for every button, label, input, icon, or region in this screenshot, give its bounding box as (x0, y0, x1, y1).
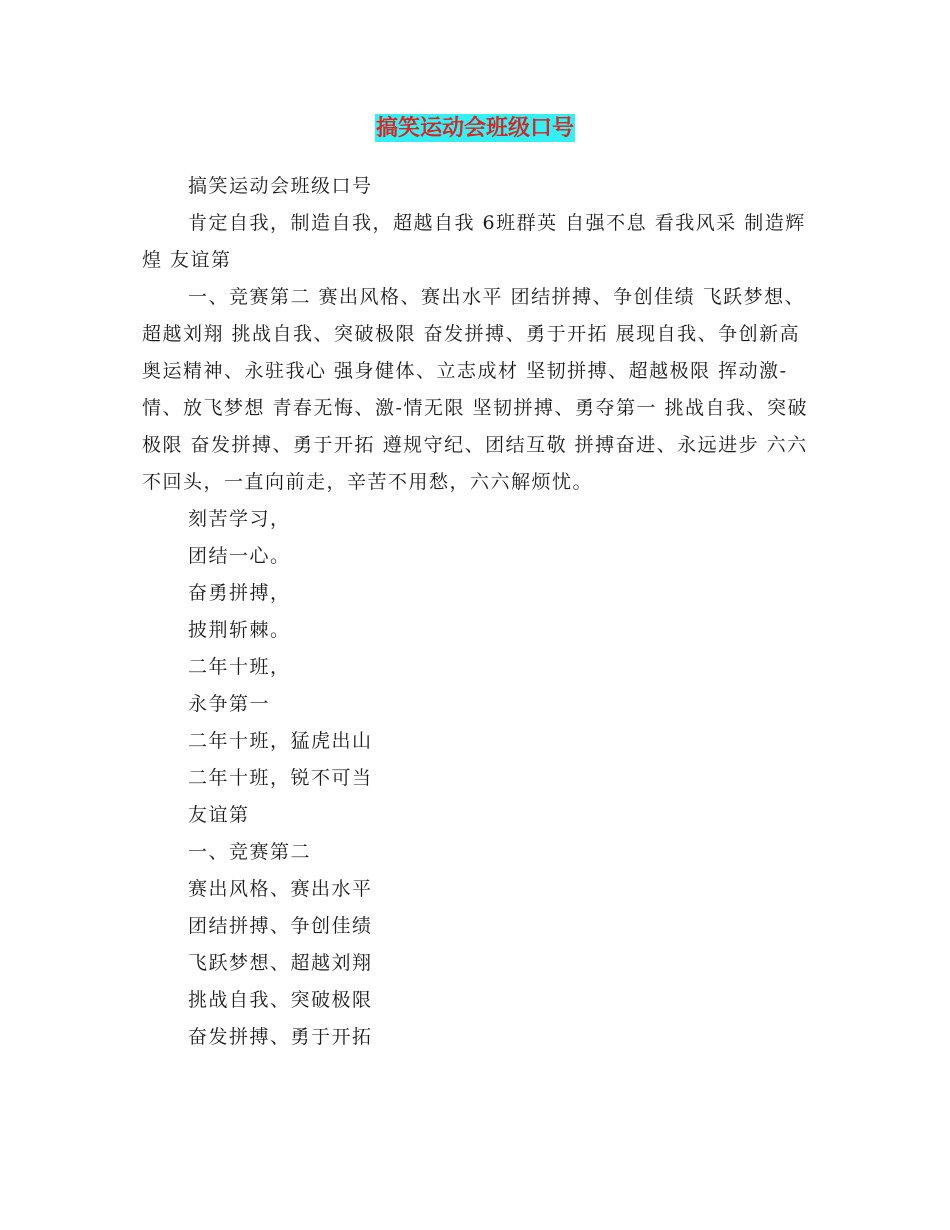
slogan-line: 奋发拼搏、勇于开拓 (188, 1026, 373, 1048)
slogan-line: 披荆斩棘。 (188, 619, 291, 641)
document-title: 搞笑运动会班级口号 (375, 115, 574, 141)
slogan-line: 二年十班，猛虎出山 (188, 730, 373, 752)
slogan-line: 团结拼搏、争创佳绩 (188, 915, 373, 937)
slogan-line: 友谊第 (188, 804, 250, 826)
slogan-line: 二年十班，锐不可当 (188, 767, 373, 789)
slogan-line: 永争第一 (188, 693, 271, 715)
paragraph-slogans-1: 肯定自我，制造自我，超越自我 6班群英 自强不息 看我风采 制造辉煌 友谊第 (142, 212, 806, 271)
document-body (142, 168, 814, 1056)
slogan-line: 奋勇拼搏， (188, 582, 291, 604)
slogan-line: 飞跃梦想、超越刘翔 (188, 952, 373, 974)
paragraph-subtitle: 搞笑运动会班级口号 (188, 175, 373, 197)
slogan-line: 团结一心。 (188, 545, 291, 567)
slogan-line: 一、竞赛第二 (188, 841, 312, 863)
slogan-line: 刻苦学习， (188, 508, 291, 530)
slogan-line: 挑战自我、突破极限 (188, 989, 373, 1011)
slogan-line: 二年十班， (188, 656, 291, 678)
title-container (0, 114, 950, 142)
paragraph-slogans-2: 一、竞赛第二 赛出风格、赛出水平 团结拼搏、争创佳绩 飞跃梦想、超越刘翔 挑战自我、突破极限 奋发拼搏、勇于开拓 展现自我、争创新高 奥运精神、永驻我心 强身健体、立志成材 坚韧拼搏、超越极限 挥动激-情、放飞梦想 青春无悔、激-情无限 坚韧拼搏、勇夺第一 挑战自我、突破极限 奋发拼搏、勇于开拓 遵规守纪、团结互敬 拼搏奋进、永远进步 六六不回头，一直向前走，辛苦不用愁，六六解烦忧。 (142, 286, 809, 493)
slogan-line: 赛出风格、赛出水平 (188, 878, 373, 900)
